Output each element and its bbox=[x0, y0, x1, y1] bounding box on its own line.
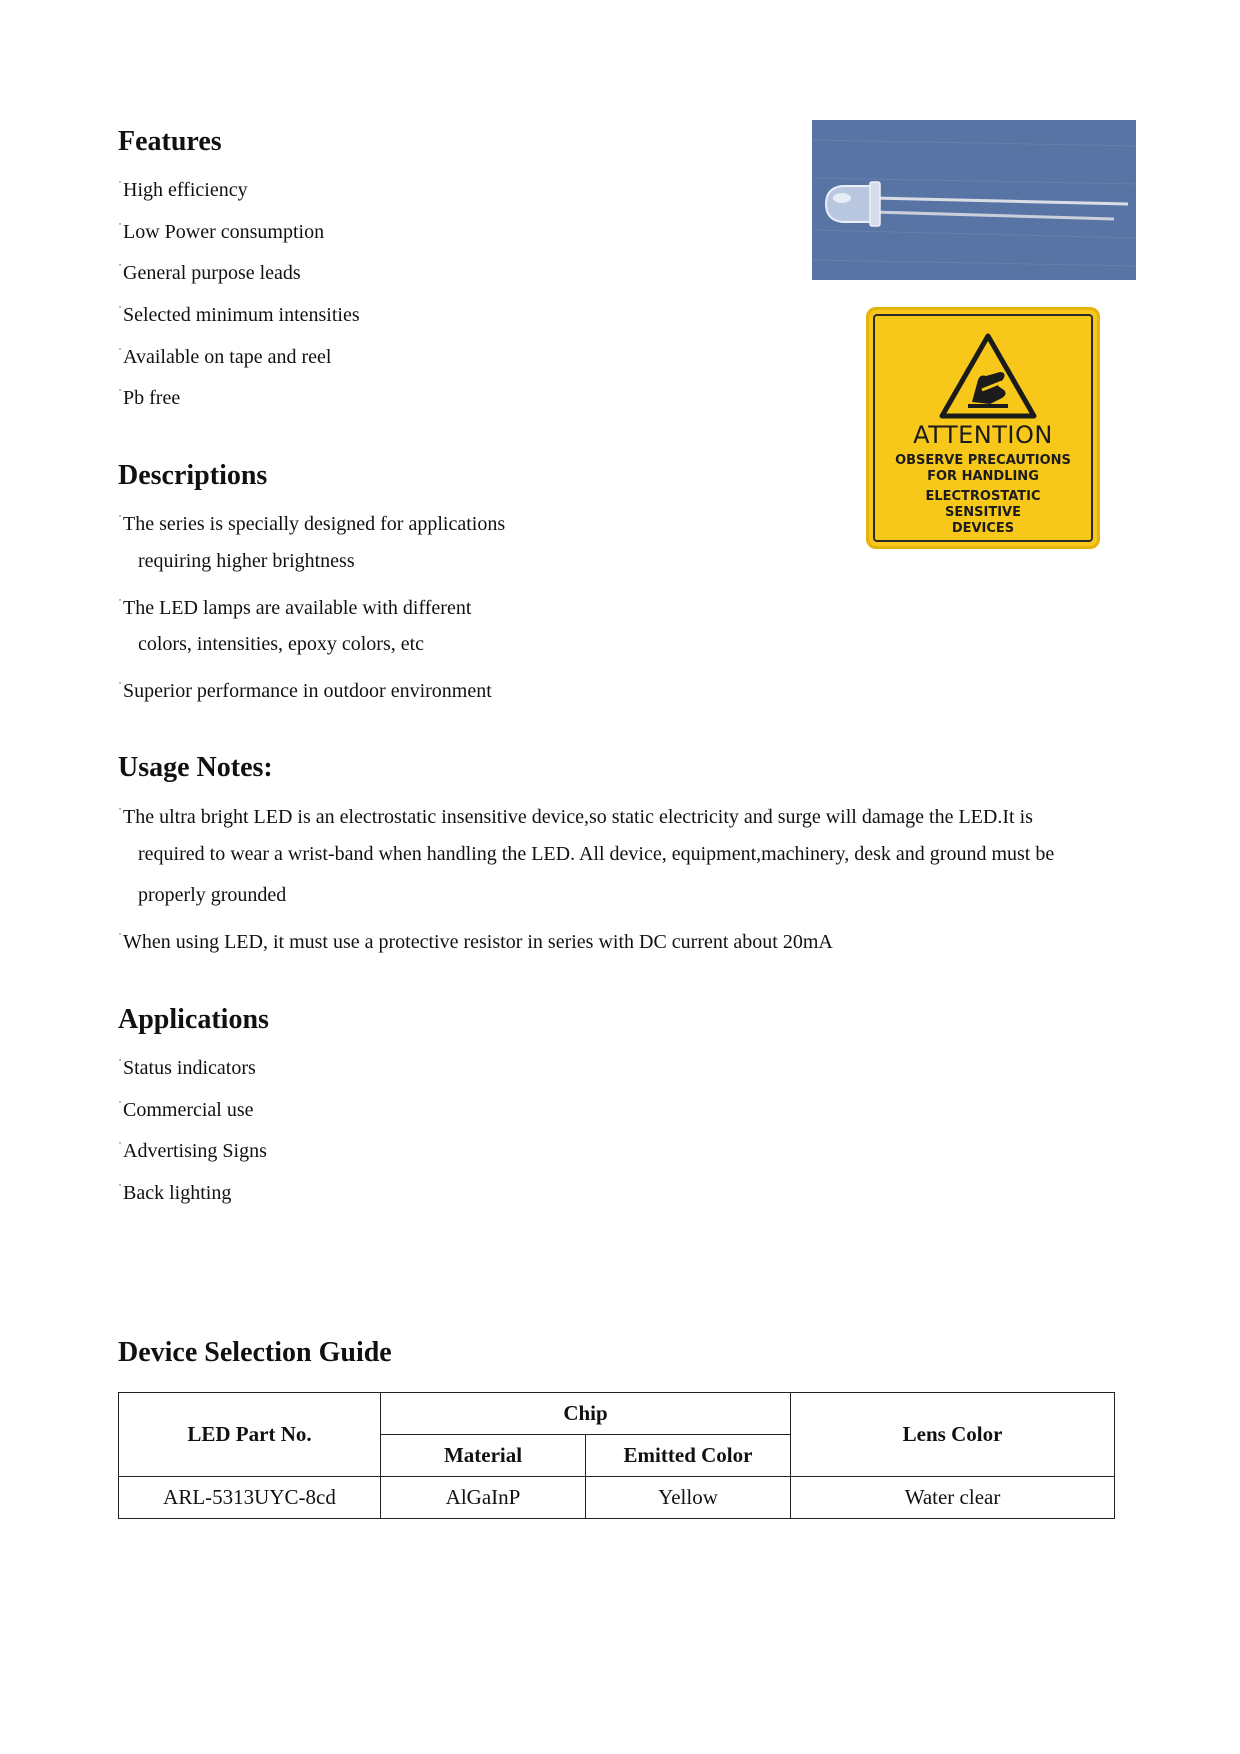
description-line: ˙The series is specially designed for applications bbox=[118, 512, 506, 535]
esd-line: SENSITIVE bbox=[945, 505, 1021, 520]
esd-line: FOR HANDLING bbox=[927, 469, 1039, 484]
feature-item: ˙Available on tape and reel bbox=[118, 345, 332, 368]
applications-title: Applications bbox=[118, 1004, 269, 1035]
header-material: Material bbox=[381, 1435, 586, 1477]
selection-guide-title: Device Selection Guide bbox=[118, 1337, 392, 1368]
feature-item: ˙General purpose leads bbox=[118, 261, 301, 284]
table-header-row bbox=[119, 1393, 1115, 1435]
usage-note-line: properly grounded bbox=[138, 884, 287, 906]
cell-lens-color: Water clear bbox=[791, 1477, 1115, 1519]
usage-notes-title: Usage Notes: bbox=[118, 752, 273, 783]
description-line: ˙The LED lamps are available with different bbox=[118, 596, 472, 619]
feature-item: ˙Pb free bbox=[118, 386, 181, 409]
cell-part-no: ARL-5313UYC-8cd bbox=[119, 1477, 381, 1519]
description-line: ˙Superior performance in outdoor environment bbox=[118, 679, 492, 702]
feature-item: ˙High efficiency bbox=[118, 178, 248, 201]
cell-material: AlGaInP bbox=[381, 1477, 586, 1519]
application-item: ˙Advertising Signs bbox=[118, 1139, 267, 1162]
esd-heading: ATTENTION bbox=[913, 421, 1053, 449]
description-line: colors, intensities, epoxy colors, etc bbox=[138, 633, 425, 655]
led-product-photo bbox=[812, 120, 1136, 280]
usage-note-line: ˙When using LED, it must use a protective resistor in series with DC current about 20mA bbox=[118, 930, 833, 953]
header-part-no: LED Part No. bbox=[119, 1393, 381, 1477]
description-line: requiring higher brightness bbox=[138, 550, 355, 572]
esd-line: OBSERVE PRECAUTIONS bbox=[895, 453, 1071, 468]
application-item: ˙Status indicators bbox=[118, 1056, 256, 1079]
descriptions-title: Descriptions bbox=[118, 460, 268, 491]
cell-emitted-color: Yellow bbox=[586, 1477, 791, 1519]
esd-line: ELECTROSTATIC bbox=[925, 489, 1041, 504]
feature-item: ˙Selected minimum intensities bbox=[118, 303, 360, 326]
usage-note-line: required to wear a wrist-band when handling the LED. All device, equipment,machinery, desk and ground must be bbox=[138, 843, 1055, 865]
esd-warning-label bbox=[866, 307, 1100, 549]
esd-hand-warning-icon bbox=[938, 332, 1038, 422]
table-row bbox=[119, 1477, 1115, 1519]
usage-note-line: ˙The ultra bright LED is an electrostatic insensitive device,so static electricity and surge will damage the LED.It is bbox=[118, 805, 1033, 828]
header-emitted-color: Emitted Color bbox=[586, 1435, 791, 1477]
application-item: ˙Back lighting bbox=[118, 1181, 232, 1204]
features-title: Features bbox=[118, 126, 222, 157]
led-lamp-icon bbox=[812, 120, 1136, 280]
feature-item: ˙Low Power consumption bbox=[118, 220, 325, 243]
device-selection-table bbox=[118, 1392, 1115, 1519]
application-item: ˙Commercial use bbox=[118, 1098, 254, 1121]
esd-line: DEVICES bbox=[951, 521, 1015, 536]
header-lens-color: Lens Color bbox=[791, 1393, 1115, 1477]
header-chip: Chip bbox=[381, 1393, 791, 1435]
